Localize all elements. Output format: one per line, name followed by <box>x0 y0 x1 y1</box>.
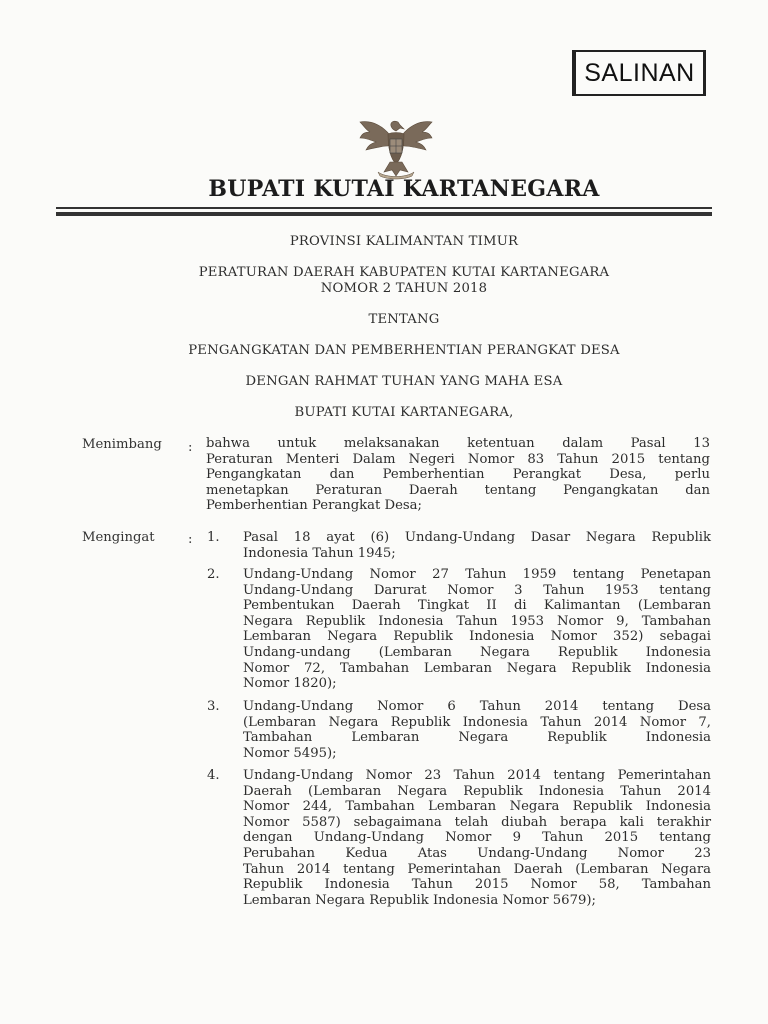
paragraph-line: Nomor 5495); <box>243 745 337 761</box>
paragraph-line: Indonesia Tahun 1945; <box>243 545 396 561</box>
regulation-title-line2: NOMOR 2 TAHUN 2018 <box>320 281 488 296</box>
paragraph-line: Undang-Undang Nomor 23 Tahun 2014 tentang Pemerintahan <box>243 768 711 783</box>
paragraph-line: Nomor 5587) sebagaimana telah diubah berapa kali terakhir <box>243 814 711 830</box>
salinan-stamp <box>572 50 706 96</box>
item-number: 4. <box>207 768 220 783</box>
menimbang-label: Menimbang <box>82 437 162 452</box>
paragraph-line: Nomor 72, Tambahan Lembaran Negara Republik Indonesia <box>243 660 711 676</box>
mengingat-colon: : <box>188 532 193 547</box>
mengingat-item-2 <box>243 567 711 692</box>
authority-line: BUPATI KUTAI KARTANEGARA, <box>294 405 514 420</box>
item-number: 3. <box>207 699 220 714</box>
paragraph-line: Peraturan Menteri Dalam Negeri Nomor 83 Tahun 2015 tentang <box>206 451 710 467</box>
paragraph-line: Republik Indonesia Tahun 2015 Nomor 58, Tambahan <box>243 877 711 893</box>
paragraph-line: Perubahan Kedua Atas Undang-Undang Nomor 23 <box>243 845 711 861</box>
subject-heading: PENGANGKATAN DAN PEMBERHENTIAN PERANGKAT DESA <box>188 343 620 358</box>
menimbang-colon: : <box>188 440 193 455</box>
paragraph-line: Pembentukan Daerah Tingkat II di Kalimantan (Lembaran <box>243 598 711 614</box>
paragraph-line: Nomor 244, Tambahan Lembaran Negara Republik Indonesia <box>243 799 711 815</box>
item-number: 1. <box>207 530 220 545</box>
paragraph-line: Undang-undang (Lembaran Negara Republik Indonesia <box>243 644 711 660</box>
paragraph-line: Tahun 2014 tentang Pemerintahan Daerah (Lembaran Negara <box>243 861 711 877</box>
letterhead-title: BUPATI KUTAI KARTANEGARA <box>208 176 600 202</box>
paragraph-line: Undang-Undang Nomor 6 Tahun 2014 tentang Desa <box>243 699 711 714</box>
mengingat-item-3 <box>243 699 711 761</box>
mengingat-label: Mengingat <box>82 530 155 545</box>
item-number: 2. <box>207 567 220 582</box>
paragraph-line: Lembaran Negara Republik Indonesia Nomor 352) sebagai <box>243 629 711 645</box>
paragraph-line: Undang-Undang Darurat Nomor 3 Tahun 1953 tentang <box>243 582 711 598</box>
letterhead-rule-thin <box>56 207 712 209</box>
mengingat-item-4 <box>243 768 711 908</box>
paragraph-line: Pasal 18 ayat (6) Undang-Undang Dasar Negara Republik <box>243 530 711 545</box>
blessing-line: DENGAN RAHMAT TUHAN YANG MAHA ESA <box>245 374 563 389</box>
paragraph-line: Daerah (Lembaran Negara Republik Indonesia Tahun 2014 <box>243 783 711 799</box>
salinan-label: SALINAN <box>584 58 695 87</box>
garuda-emblem-icon <box>354 112 438 180</box>
province-line: PROVINSI KALIMANTAN TIMUR <box>289 234 519 249</box>
paragraph-line: Negara Republik Indonesia Tahun 1953 Nomor 9, Tambahan <box>243 613 711 629</box>
menimbang-paragraph <box>206 436 710 514</box>
paragraph-line: Lembaran Negara Republik Indonesia Nomor 5679); <box>243 892 596 908</box>
paragraph-line: Pengangkatan dan Pemberhentian Perangkat Desa, perlu <box>206 467 710 483</box>
paragraph-line: menetapkan Peraturan Daerah tentang Pengangkatan dan <box>206 482 710 498</box>
paragraph-line: bahwa untuk melaksanakan ketentuan dalam Pasal 13 <box>206 436 710 451</box>
paragraph-line: Nomor 1820); <box>243 676 337 692</box>
paragraph-line: Tambahan Lembaran Negara Republik Indonesia <box>243 730 711 746</box>
paragraph-line: (Lembaran Negara Republik Indonesia Tahun 2014 Nomor 7, <box>243 714 711 730</box>
paragraph-line: Pemberhentian Perangkat Desa; <box>206 498 422 514</box>
paragraph-line: dengan Undang-Undang Nomor 9 Tahun 2015 tentang <box>243 830 711 846</box>
regulation-title-line1: PERATURAN DAERAH KABUPATEN KUTAI KARTANEGARA <box>198 265 610 280</box>
about-heading: TENTANG <box>368 312 440 327</box>
mengingat-item-1 <box>243 530 711 561</box>
paragraph-line: Undang-Undang Nomor 27 Tahun 1959 tentang Penetapan <box>243 567 711 582</box>
letterhead-rule-thick <box>56 212 712 216</box>
